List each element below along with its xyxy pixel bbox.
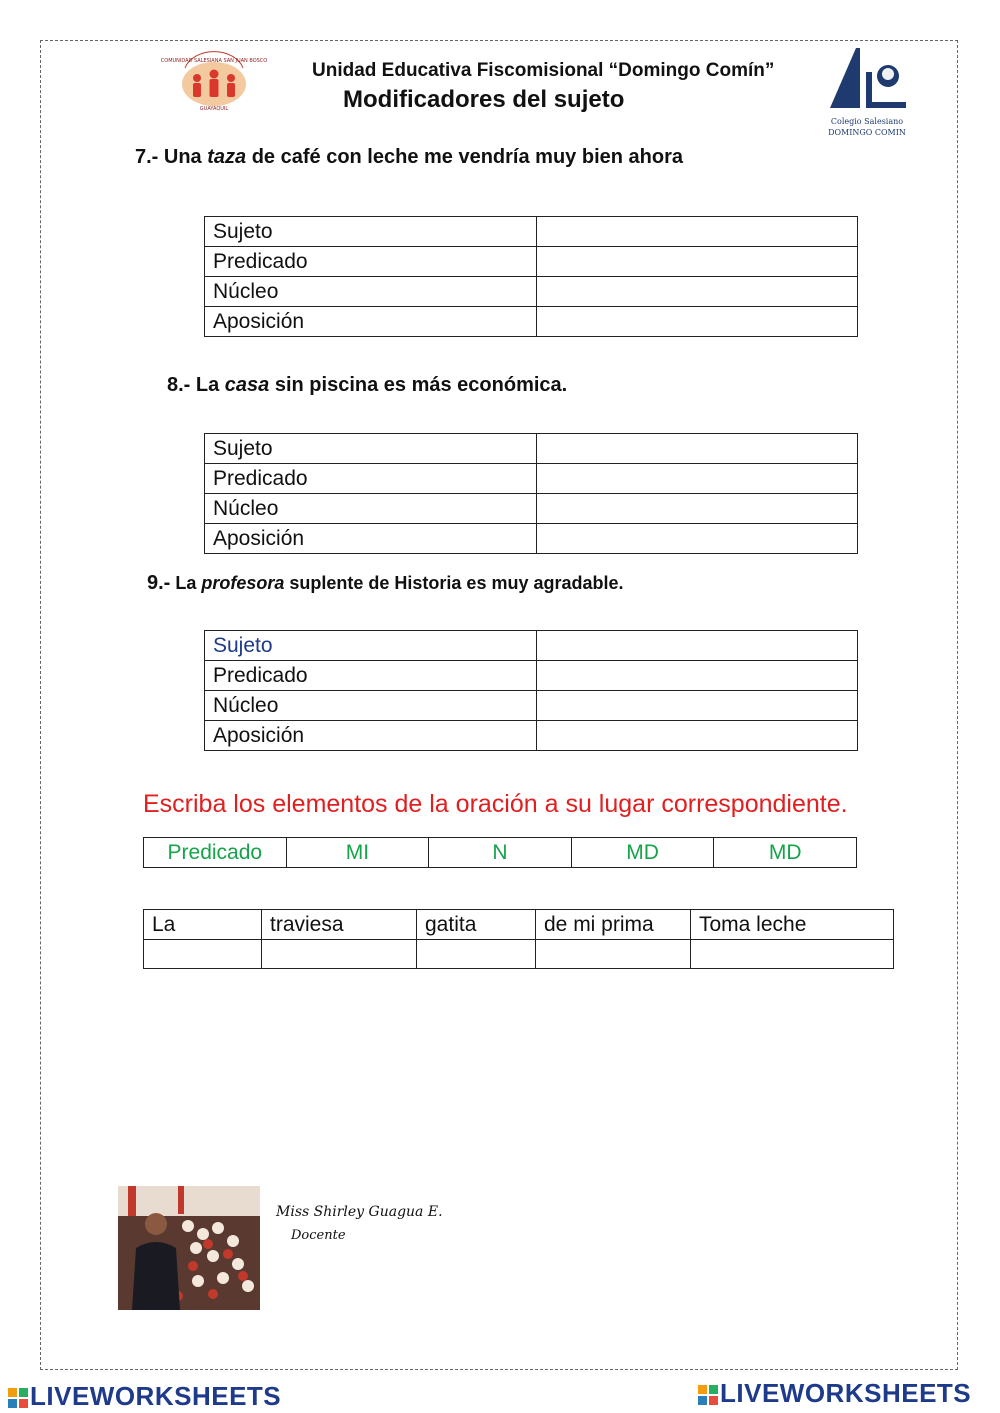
row-label: Predicado bbox=[205, 661, 537, 691]
draggable-label[interactable]: MD bbox=[571, 838, 714, 868]
answer-cell[interactable] bbox=[537, 524, 858, 554]
brand-text: LIVEWORKSHEETS bbox=[720, 1378, 972, 1408]
draggable-label[interactable]: MD bbox=[714, 838, 857, 868]
draggable-label[interactable]: MI bbox=[286, 838, 429, 868]
row-label: Aposición bbox=[205, 524, 537, 554]
analysis-table-7 bbox=[204, 216, 858, 337]
question-9-number: 9.- bbox=[147, 572, 171, 594]
sentence-word: Toma leche bbox=[691, 910, 894, 940]
answer-cell[interactable] bbox=[537, 691, 858, 721]
table-row bbox=[205, 307, 858, 337]
row-label: Predicado bbox=[205, 247, 537, 277]
draggable-label[interactable]: N bbox=[429, 838, 572, 868]
sentence-word: de mi prima bbox=[536, 910, 691, 940]
table-row bbox=[205, 247, 858, 277]
answer-cell[interactable] bbox=[537, 721, 858, 751]
answer-cell[interactable] bbox=[537, 494, 858, 524]
school-name: Unidad Educativa Fiscomisional “Domingo Comín” bbox=[312, 60, 775, 81]
row-label: Sujeto bbox=[205, 631, 537, 661]
answer-cell[interactable] bbox=[537, 434, 858, 464]
row-label: Núcleo bbox=[205, 277, 537, 307]
table-row bbox=[205, 661, 858, 691]
liveworksheets-icon bbox=[8, 1388, 28, 1408]
labels-table bbox=[143, 837, 857, 868]
instruction-text: Escriba los elementos de la oración a su lugar correspondiente. bbox=[143, 790, 848, 818]
drop-cell[interactable] bbox=[691, 940, 894, 969]
question-7-after: de café con leche me vendría muy bien ahora bbox=[246, 146, 683, 168]
answer-cell[interactable] bbox=[537, 217, 858, 247]
logo-left-text-top: COMUNIDAD SALESIANA SAN JUAN BOSCO bbox=[160, 58, 268, 64]
question-7-number: 7.- bbox=[135, 146, 159, 168]
table-row bbox=[144, 910, 894, 940]
sentence-word: gatita bbox=[417, 910, 536, 940]
liveworksheets-brand-left[interactable] bbox=[8, 1381, 281, 1412]
liveworksheets-icon bbox=[698, 1385, 718, 1405]
logo-right-line1: Colegio Salesiano bbox=[830, 117, 904, 126]
liveworksheets-brand-right[interactable] bbox=[698, 1378, 971, 1409]
question-9 bbox=[147, 572, 624, 595]
row-label: Predicado bbox=[205, 464, 537, 494]
colegio-logo bbox=[822, 42, 912, 140]
table-row bbox=[205, 631, 858, 661]
drop-cell[interactable] bbox=[417, 940, 536, 969]
analysis-table-9 bbox=[204, 630, 858, 751]
table-row bbox=[205, 434, 858, 464]
question-7 bbox=[135, 146, 683, 169]
sentence-word: traviesa bbox=[262, 910, 417, 940]
page-title: Modificadores del sujeto bbox=[343, 86, 625, 113]
row-label: Aposición bbox=[205, 307, 537, 337]
table-row bbox=[205, 464, 858, 494]
table-row bbox=[144, 940, 894, 969]
answer-cell[interactable] bbox=[537, 307, 858, 337]
answer-cell[interactable] bbox=[537, 464, 858, 494]
question-8-emphasis: casa bbox=[224, 374, 270, 396]
sentence-table bbox=[143, 909, 894, 969]
table-row bbox=[144, 838, 857, 868]
table-row bbox=[205, 721, 858, 751]
answer-cell[interactable] bbox=[537, 631, 858, 661]
answer-cell[interactable] bbox=[537, 661, 858, 691]
question-9-emphasis: profesora bbox=[201, 573, 285, 593]
question-8 bbox=[167, 374, 567, 397]
logo-left-text-bottom: GUAYAQUIL bbox=[199, 106, 229, 112]
drop-cell[interactable] bbox=[536, 940, 691, 969]
logo-right-line2: DOMINGO COMIN bbox=[828, 128, 906, 137]
question-8-number: 8.- bbox=[167, 374, 191, 396]
brand-text: LIVEWORKSHEETS bbox=[30, 1381, 282, 1411]
table-row bbox=[205, 691, 858, 721]
sentence-word: La bbox=[144, 910, 262, 940]
drop-cell[interactable] bbox=[262, 940, 417, 969]
question-9-before: La bbox=[170, 573, 202, 593]
answer-cell[interactable] bbox=[537, 277, 858, 307]
signature-role: Docente bbox=[291, 1228, 346, 1243]
school-community-logo bbox=[160, 50, 268, 112]
question-7-emphasis: taza bbox=[207, 146, 247, 168]
row-label: Aposición bbox=[205, 721, 537, 751]
row-label: Sujeto bbox=[205, 217, 537, 247]
question-8-before: La bbox=[190, 374, 225, 396]
question-8-after: sin piscina es más económica. bbox=[269, 374, 568, 396]
row-label: Sujeto bbox=[205, 434, 537, 464]
teacher-photo bbox=[118, 1186, 260, 1310]
table-row bbox=[205, 524, 858, 554]
row-label: Núcleo bbox=[205, 494, 537, 524]
answer-cell[interactable] bbox=[537, 247, 858, 277]
signature-name: Miss Shirley Guagua E. bbox=[276, 1204, 443, 1220]
drop-cell[interactable] bbox=[144, 940, 262, 969]
analysis-table-8 bbox=[204, 433, 858, 554]
row-label: Núcleo bbox=[205, 691, 537, 721]
table-row bbox=[205, 277, 858, 307]
draggable-label[interactable]: Predicado bbox=[144, 838, 287, 868]
table-row bbox=[205, 494, 858, 524]
question-7-before: Una bbox=[158, 146, 208, 168]
table-row bbox=[205, 217, 858, 247]
question-9-after: suplente de Historia es muy agradable. bbox=[284, 573, 624, 593]
